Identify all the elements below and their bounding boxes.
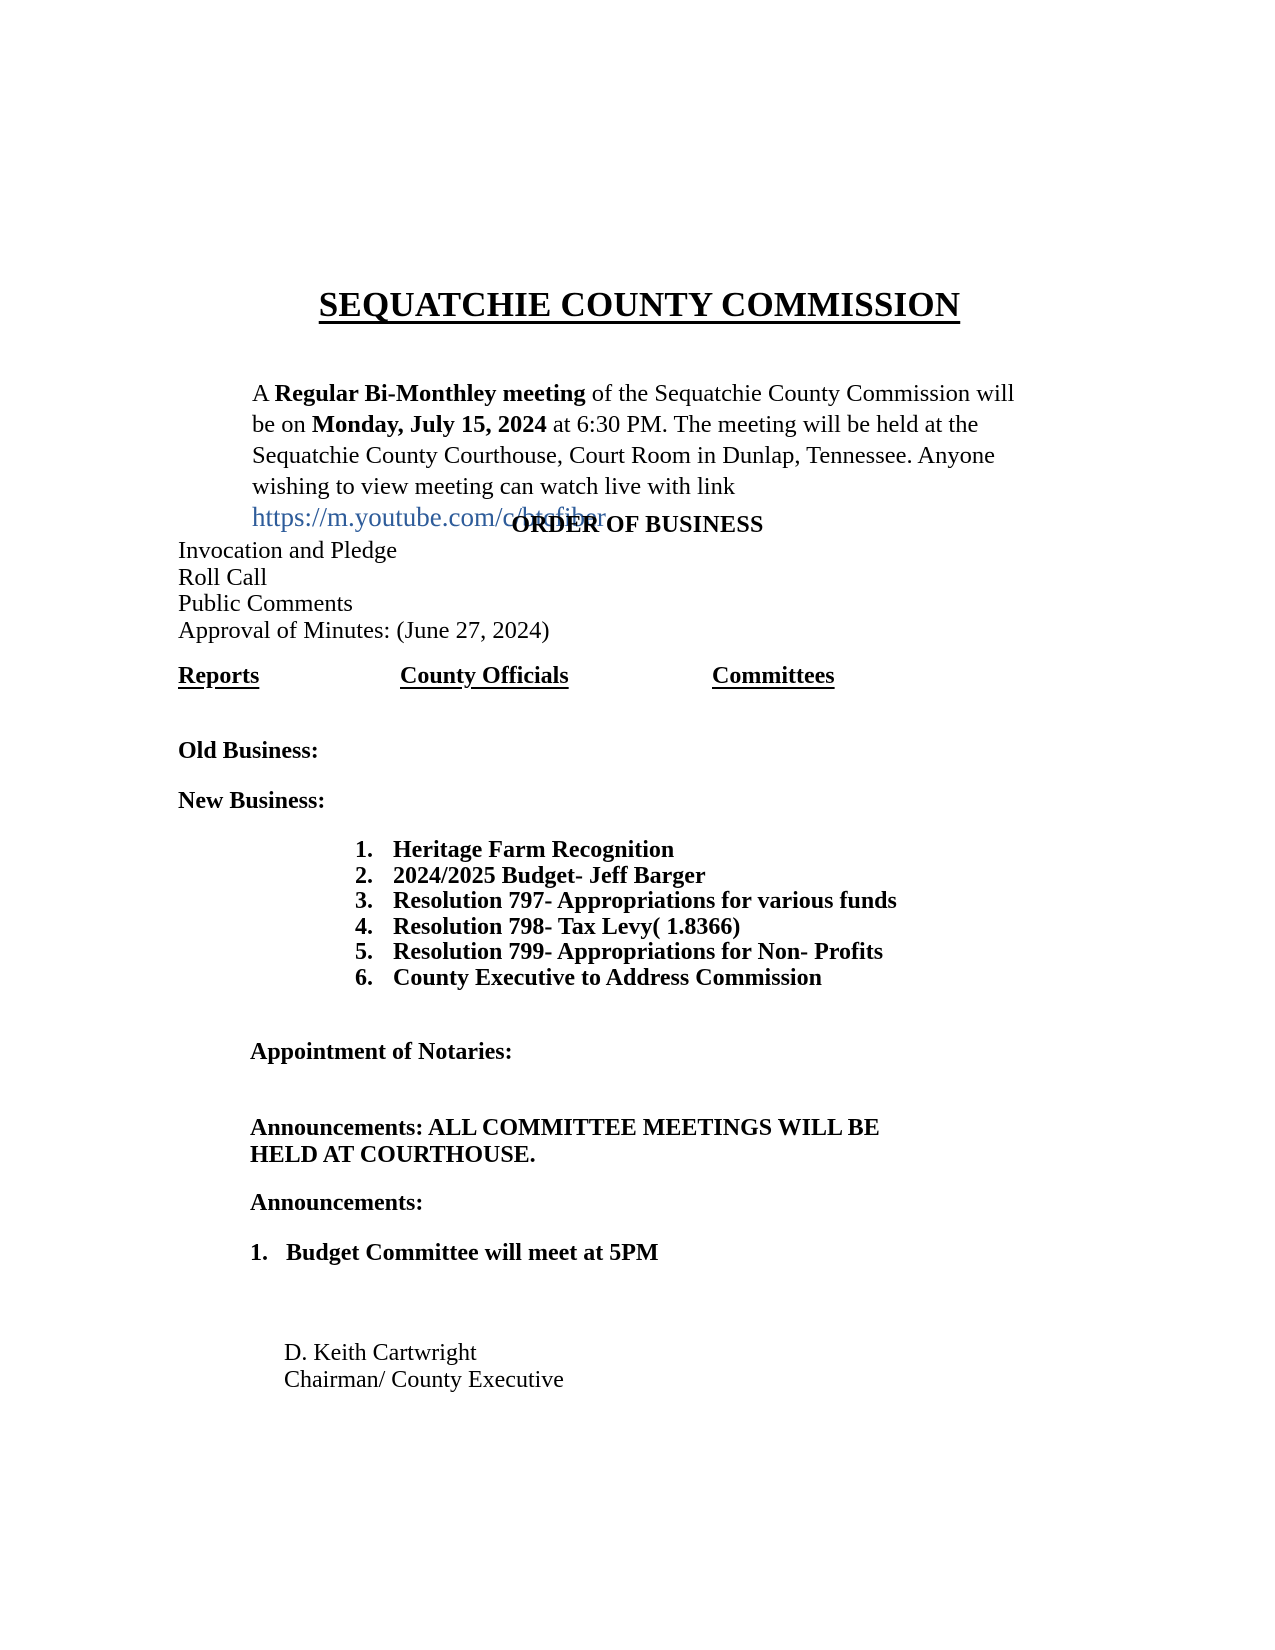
list-item bbox=[355, 915, 897, 941]
list-item bbox=[355, 889, 897, 915]
intro-middle-one: of the Sequatchie County Commission will be on bbox=[252, 379, 1015, 438]
old-business-heading: Old Business: bbox=[178, 738, 319, 764]
intro-meeting-type: Regular Bi-Monthley meeting bbox=[274, 379, 586, 407]
appointment-of-notaries-heading: Appointment of Notaries: bbox=[250, 1039, 513, 1065]
list-item-label: Resolution 799- Appropriations for Non- Profits bbox=[393, 939, 884, 965]
list-item bbox=[355, 940, 897, 966]
new-business-items bbox=[355, 838, 897, 991]
announcements-primary: Announcements: ALL COMMITTEE MEETINGS WILL BE HELD AT COURTHOUSE. bbox=[250, 1115, 880, 1168]
list-item: Invocation and Pledge bbox=[178, 537, 398, 564]
intro-meeting-date: Monday, July 15, 2024 bbox=[311, 410, 547, 438]
order-of-business-list bbox=[178, 538, 550, 644]
list-item bbox=[250, 1240, 659, 1267]
list-item-label: Heritage Farm Recognition bbox=[393, 837, 675, 863]
list-item-number: 3. bbox=[355, 888, 373, 914]
list-item-label: Resolution 798- Tax Levy( 1.8366) bbox=[393, 913, 741, 940]
page-title-text: SEQUATCHIE COUNTY COMMISSION bbox=[318, 285, 961, 325]
list-item-number: 1. bbox=[250, 1240, 268, 1266]
intro-middle-two: at 6:30 PM. The meeting will be held at the Sequatchie County Courthouse, Court Room in Dunlap, Tennessee. Anyone wishing to view meeting can watch live with link bbox=[252, 410, 995, 500]
list-item-label: 2024/2025 Budget- Jeff Barger bbox=[393, 862, 706, 889]
county-officials-column-header: County Officials bbox=[400, 663, 569, 689]
meeting-notice-paragraph bbox=[252, 378, 1042, 534]
list-item-label: County Executive to Address Commission bbox=[393, 964, 822, 991]
list-item: Public Comments bbox=[178, 590, 353, 617]
list-item bbox=[355, 838, 897, 864]
intro-lead: A bbox=[252, 379, 275, 407]
reports-section-headers bbox=[178, 663, 938, 690]
list-item-number: 4. bbox=[355, 913, 373, 940]
new-business-label: New Business bbox=[178, 788, 318, 814]
list-item-label: Resolution 797- Appropriations for various funds bbox=[393, 888, 897, 914]
list-item bbox=[355, 966, 897, 992]
new-business-colon: : bbox=[317, 788, 326, 814]
list-item-number: 5. bbox=[355, 939, 373, 965]
announcements-secondary-heading: Announcements: bbox=[250, 1190, 424, 1216]
new-business-heading bbox=[178, 788, 325, 815]
reports-column-header: Reports bbox=[178, 663, 260, 689]
page-title bbox=[0, 285, 1275, 325]
list-item-label: Budget Committee will meet at 5PM bbox=[286, 1240, 659, 1266]
announcements-items bbox=[250, 1240, 659, 1267]
list-item bbox=[355, 864, 897, 890]
order-of-business-heading: ORDER OF BUSINESS bbox=[511, 512, 764, 538]
signature-block bbox=[284, 1340, 564, 1394]
list-item-number: 6. bbox=[355, 964, 373, 991]
list-item-number: 2. bbox=[355, 862, 373, 889]
committees-column-header: Committees bbox=[712, 663, 835, 689]
list-item: Roll Call bbox=[178, 563, 268, 591]
signatory-role: Chairman/ County Executive bbox=[284, 1367, 564, 1393]
list-item-number: 1. bbox=[355, 837, 373, 863]
youtube-livestream-link[interactable]: https://m.youtube.com/c/btcfiber bbox=[252, 501, 606, 532]
list-item: Approval of Minutes: (June 27, 2024) bbox=[178, 616, 550, 644]
signatory-name: D. Keith Cartwright bbox=[284, 1340, 477, 1366]
